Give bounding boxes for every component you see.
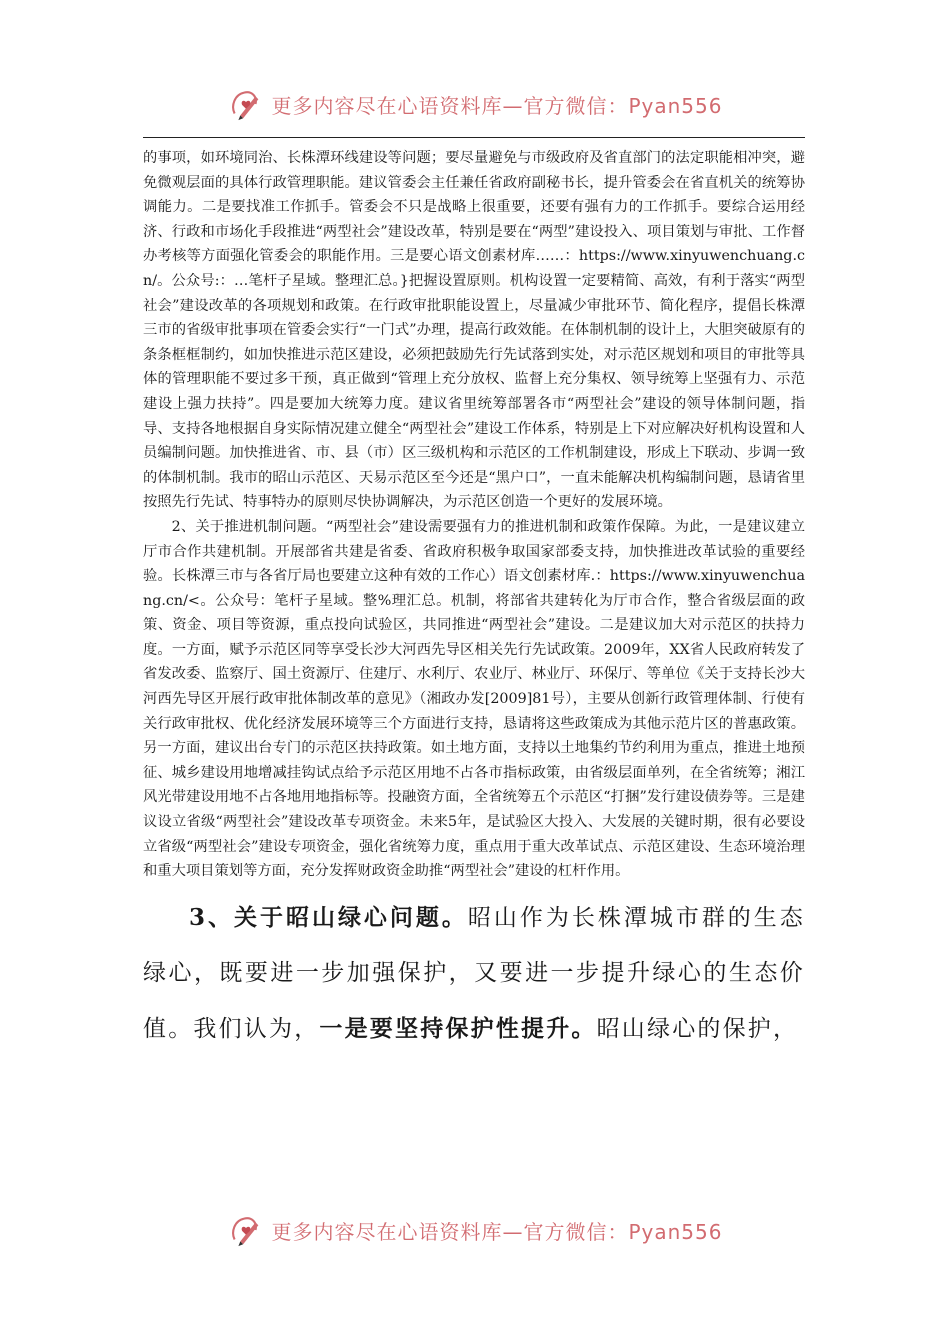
paragraph-3 <box>143 890 805 1057</box>
pen-heart-logo-icon <box>227 85 265 123</box>
paragraph-3-bold-point: 一是要坚持保护性提升。 <box>319 1014 597 1042</box>
footer-banner <box>0 1210 950 1250</box>
banner-text: 更多内容尽在心语资料库—官方微信：Pyan556 <box>271 1219 723 1244</box>
paragraph-3-heading: 3、关于昭山绿心问题。 <box>189 903 468 931</box>
paragraph-3-text-a: 昭山作为长株潭城市群的生态绿心，既要进一步加强保护，又要进一步提升绿心的生态价值。我们认为， <box>143 904 805 1042</box>
paragraph-3-text-b: 昭山绿心的保护， <box>596 1015 799 1042</box>
banner-text: 更多内容尽在心语资料库—官方微信：Pyan556 <box>271 93 723 118</box>
pen-heart-logo-icon <box>227 1211 265 1249</box>
header-banner <box>0 84 950 124</box>
paragraph-1: 的事项，如环境同治、长株潭环线建设等问题；要尽量避免与市级政府及省直部门的法定职能相冲突，避免微观层面的具体行政管理职能。建议管委会主任兼任省政府副秘书长，提升管委会在省直机关的统筹协调能力。二是要找准工作抓手。管委会不只是战略上很重要，还要有强有力的工作抓手。要综合运用经济、行政和市场化手段推进“两型社会”建设改革，特别是要在“两型”建设投入、项目策划与审批、工作督办考核等方面强化管委会的职能作用。三是要心语文创素材库……：https://www.xinyuwenchuang.cn/。公众号:：…笔杆子星域。整理汇总。}把握设置原则。机构设置一定要精简、高效，有利于落实“两型社会”建设改革的各项规划和政策。在行政审批职能设置上，尽量减少审批环节、简化程序，提倡长株潭三市的省级审批事项在管委会实行“一门式”办理，提高行政效能。在体制机制的设计上，大胆突破原有的条条框框制约，如加快推进示范区建设，必须把鼓励先行先试落到实处，对示范区规划和项目的审批等具体的管理职能不要过多干预，真正做到“管理上充分放权、监督上充分集权、领导统筹上坚强有力、示范建设上强力扶持”。四是要加大统筹力度。建议省里统筹部署各市“两型社会”建设的领导体制问题，指导、支持各地根据自身实际情况建立健全“两型社会”建设工作体系，特别是上下对应解决好机构设置和人员编制问题。加快推进省、市、县（市）区三级机构和示范区的工作机制建设，形成上下联动、步调一致的体制机制。我市的昭山示范区、天易示范区至今还是“黑户口”，一直未能解决机构编制问题，恳请省里按照先行先试、特事特办的原则尽快协调解决，为示范区创造一个更好的发展环境。 <box>143 150 805 511</box>
header-divider <box>143 137 805 138</box>
paragraph-2: 2、关于推进机制问题。“两型社会”建设需要强有力的推进机制和政策作保障。为此，一是建议建立厅市合作共建机制。开展部省共建是省委、省政府积极争取国家部委支持，加快推进改革试验的重要经验。长株潭三市与各省厅局也要建立这种有效的工作心）语文创素材库.：https://www.xinyuwenchuang.cn/<。公众号：笔杆子星域。整%理汇总。机制，将部省共建转化为厅市合作，整合省级层面的政策、资金、项目等资源，重点投向试验区，共同推进“两型社会”建设。二是建议加大对示范区的扶持力度。一方面，赋予示范区同等享受长沙大河西先导区相关先行先试政策。2009年，XX省人民政府转发了省发改委、监察厅、国土资源厅、住建厅、水利厅、农业厅、林业厅、环保厅、等单位《关于支持长沙大河西先导区开展行政审批体制改革的意见》（湘政办发[2009]81号），主要从创新行政管理体制、行使有关行政审批权、优化经济发展环境等三个方面进行支持，恳请将这些政策成为其他示范片区的普惠政策。另一方面，建议出台专门的示范区扶持政策。如土地方面，支持以土地集约节约利用为重点，推进土地预征、城乡建设用地增减挂钩试点给予示范区用地不占各市指标政策，由省级层面单列，在全省统筹；湘江风光带建设用地不占各地用地指标等。投融资方面，全省统筹五个示范区“打捆”发行建设债券等。三是建议设立省级“两型社会”建设改革专项资金。未来5年，是试验区大投入、大发展的关键时期，很有必要设立省级“两型社会”建设专项资金，强化省统筹力度，重点用于重大改革试点、示范区建设、生态环境治理和重大项目策划等方面，充分发挥财政资金助推“两型社会”建设的杠杆作用。 <box>143 518 805 880</box>
document-body <box>143 146 805 1057</box>
